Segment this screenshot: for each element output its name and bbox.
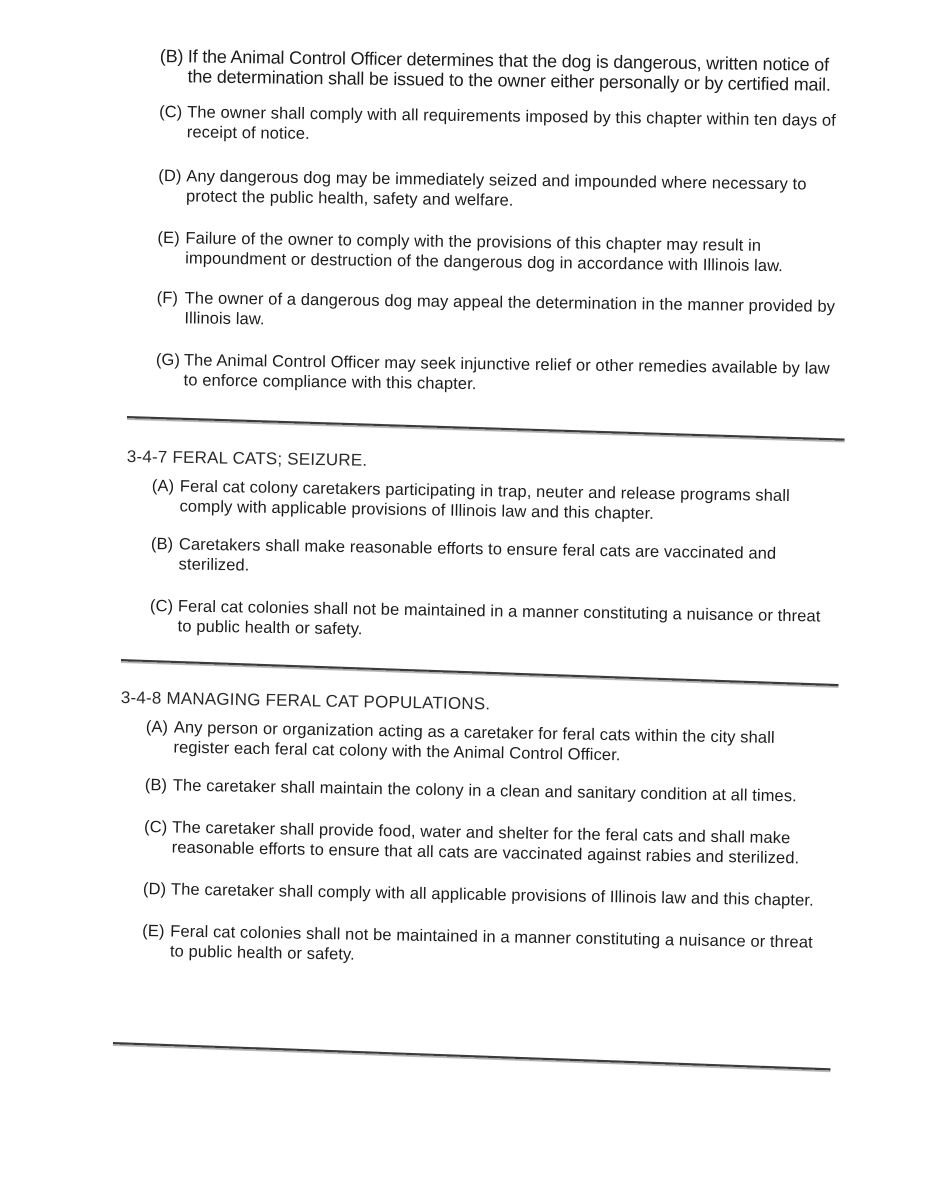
item-text: Feral cat colonies shall not be maintained in a manner constituting a nuisance or threat to public health or safety. (177, 597, 821, 639)
section-3-4-7-items (149, 476, 831, 647)
item-text: The Animal Control Officer may seek injunctive relief or other remedies available by law to enforce compliance with this chapter. (183, 351, 830, 394)
item-text: The caretaker shall maintain the colony in a clean and sanitary condition at all times. (172, 776, 797, 806)
item-marker: (G) (155, 350, 181, 370)
item-text: If the Animal Control Officer determines that the dog is dangerous, written notice of the determination shall be issued to the owner either personally or by certified mail. (187, 46, 831, 95)
item-text: The owner of a dangerous dog may appeal the determination in the manner provided by Illinois law. (184, 289, 836, 329)
list-item-e (157, 228, 845, 277)
list-item-b (159, 46, 847, 95)
item-marker: (C) (149, 596, 174, 616)
section-heading-3-4-8: 3-4-8 MANAGING FERAL CAT POPULATIONS. (120, 688, 491, 714)
section-3-4-6-items (155, 46, 847, 399)
item-marker: (E) (157, 228, 180, 248)
item-marker: (A) (145, 717, 169, 737)
section-heading-3-4-7: 3-4-7 FERAL CATS; SEIZURE. (126, 447, 368, 470)
section-divider-1 (127, 416, 845, 443)
item-marker: (B) (144, 775, 168, 795)
item-marker: (E) (142, 921, 165, 941)
item-text: Feral cat colonies shall not be maintained in a manner constituting a nuisance or threat to public health or safety. (169, 922, 813, 964)
item-text: Any dangerous dog may be immediately seized and impounded where necessary to protect the public health, safety and welfare. (185, 167, 807, 210)
list-item-g (155, 350, 843, 399)
list-item-e (142, 921, 823, 973)
item-marker: (D) (158, 166, 182, 186)
list-item-c (149, 596, 830, 647)
list-item-f (156, 288, 844, 337)
section-divider-3 (113, 1042, 831, 1072)
item-marker: (C) (143, 817, 168, 837)
list-item-a (145, 717, 826, 769)
list-item-c (159, 102, 847, 151)
item-marker: (F) (156, 288, 179, 308)
item-text: Any person or organization acting as a caretaker for feral cats within the city shall register each feral cat colony with the Animal Control Officer. (173, 718, 775, 765)
list-item-d (143, 879, 823, 911)
list-item-a (151, 476, 832, 527)
item-text: The caretaker shall comply with all applicable provisions of Illinois law and this chapter. (170, 880, 814, 910)
section-3-4-8-items (142, 717, 826, 973)
item-marker: (D) (142, 879, 167, 899)
list-item-b (145, 775, 825, 807)
item-text: Caretakers shall make reasonable efforts to ensure feral cats are vaccinated and sterilized. (178, 535, 777, 575)
list-item-d (158, 166, 846, 215)
section-divider-2 (121, 659, 839, 688)
item-text: Feral cat colony caretakers participating in trap, neuter and release programs shall comply with applicable provisions of Illinois law and this chapter. (179, 477, 790, 523)
list-item-c (144, 817, 825, 869)
item-marker: (B) (150, 534, 174, 554)
item-text: The caretaker shall provide food, water and shelter for the feral cats and shall make reasonable efforts to ensure that all cats are vaccinated against rabies and sterilized. (171, 818, 800, 868)
item-text: Failure of the owner to comply with the provisions of this chapter may result in impoundment or destruction of the dangerous dog in accordance with Illinois law. (185, 229, 784, 276)
list-item-b (150, 534, 831, 585)
item-marker: (A) (151, 476, 175, 496)
item-text: The owner shall comply with all requirements imposed by this chapter within ten days of receipt of notice. (186, 103, 837, 143)
item-marker: (B) (159, 46, 184, 67)
item-marker: (C) (159, 102, 183, 122)
